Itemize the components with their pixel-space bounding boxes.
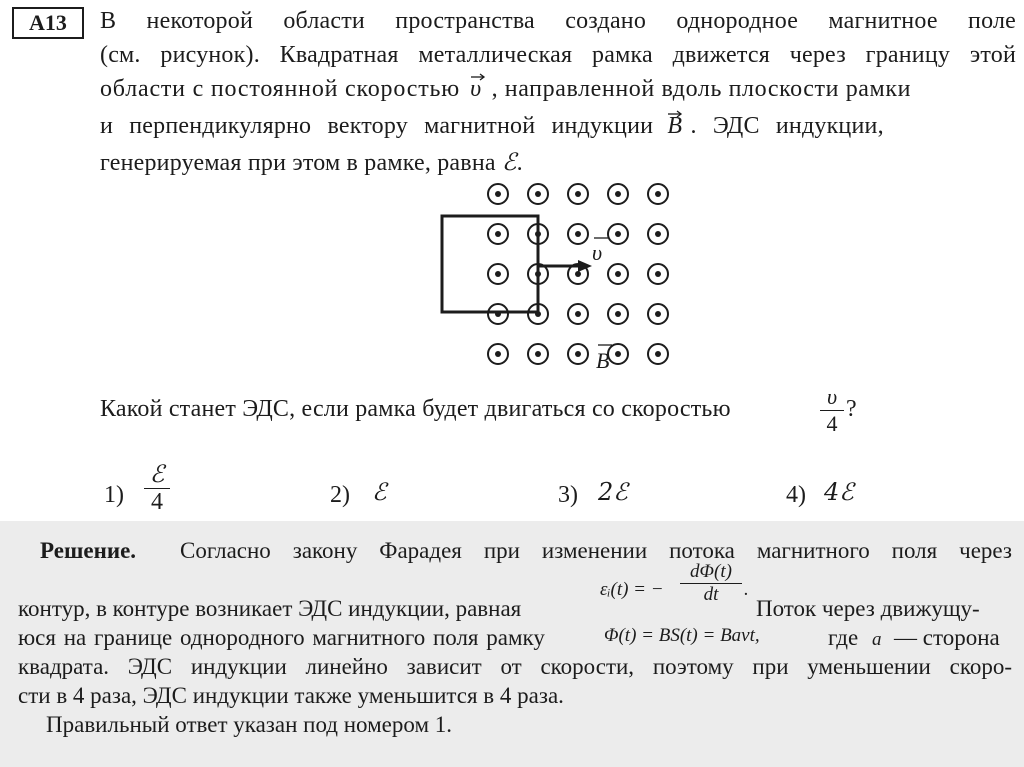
field-point-icon xyxy=(608,304,628,324)
magnetic-field-figure xyxy=(430,178,690,378)
solution-line-4: квадрата. ЭДС индукции линейно зависит от скорости, поэтому при уменьшении скоро- xyxy=(18,654,1012,679)
formula-flux: Φ(t) = BS(t) = Bavt, xyxy=(604,625,760,646)
field-points-grid xyxy=(488,184,668,364)
solution-panel xyxy=(0,521,1024,767)
problem-text-line-5a: генерируемая при этом в рамке, равна xyxy=(100,150,496,176)
solution-line-1: Согласно закону Фарадея при изменении потока магнитного поля через xyxy=(180,538,1012,563)
field-point-icon xyxy=(608,184,628,204)
field-point-icon xyxy=(608,224,628,244)
field-point-icon xyxy=(568,224,588,244)
formula-emf-denominator: dt xyxy=(680,583,742,606)
option-2-value: ℰ xyxy=(372,478,387,506)
option-2-number: 2) xyxy=(330,482,350,508)
field-point-icon xyxy=(648,344,668,364)
formula-emf-period: . xyxy=(744,579,749,600)
problem-text-line-3b: , направленной вдоль плоскости рамки xyxy=(491,76,912,102)
field-vector-symbol xyxy=(667,113,682,140)
problem-text-line-3a: области с постоянной скоростью xyxy=(100,76,460,102)
field-point-icon xyxy=(648,264,668,284)
field-point-icon xyxy=(568,304,588,324)
vector-arrow-icon xyxy=(667,109,683,119)
field-point-icon xyxy=(608,344,628,364)
field-point-icon xyxy=(648,224,668,244)
field-point-icon xyxy=(488,224,508,244)
option-3-value: 2ℰ xyxy=(598,478,628,506)
velocity-label: υ xyxy=(592,240,603,265)
vector-arrow-icon xyxy=(470,72,486,82)
solution-heading-line xyxy=(40,538,136,564)
option-1-number: 1) xyxy=(104,482,124,508)
formula-emf-fraction xyxy=(680,561,742,606)
solution-line-2: контур, в контуре возникает ЭДС индукции, равная xyxy=(18,596,522,621)
field-point-icon xyxy=(608,264,628,284)
field-point-icon xyxy=(488,304,508,324)
problem-text-line-5 xyxy=(100,148,523,177)
problem-number-badge: A13 xyxy=(12,7,84,39)
field-point-icon xyxy=(568,184,588,204)
problem-text-line-4b: . ЭДС индукции, xyxy=(690,113,884,139)
field-point-icon xyxy=(488,184,508,204)
solution-line-2-end: Поток через движущу- xyxy=(756,596,980,621)
field-point-icon xyxy=(648,304,668,324)
option-3-number: 3) xyxy=(558,482,578,508)
velocity-symbol: υ xyxy=(470,76,482,102)
solution-line-5: сти в 4 раза, ЭДС индукции также уменьшится в 4 раза. xyxy=(18,683,564,708)
solution-line-3: юся на границе однородного магнитного поля рамку xyxy=(18,625,545,650)
field-point-icon xyxy=(528,344,548,364)
option-1-numerator: ℰ xyxy=(149,460,165,488)
option-4-value: 4ℰ xyxy=(824,478,854,506)
field-point-icon xyxy=(528,184,548,204)
problem-text-line-3 xyxy=(100,76,1016,103)
problem-text-line-4a: и перпендикулярно вектору магнитной индукции xyxy=(100,113,654,139)
field-label: B xyxy=(596,348,610,373)
question-mark: ? xyxy=(846,396,857,422)
problem-text-line-2: (см. рисунок). Квадратная металлическая рамка движется через границу этой xyxy=(100,42,1016,68)
field-point-icon xyxy=(568,344,588,364)
field-point-icon xyxy=(488,344,508,364)
formula-emf-lhs: εᵢ(t) = − xyxy=(600,579,664,600)
solution-line-3-mid: где xyxy=(828,625,859,650)
formula-emf-numerator: dΦ(t) xyxy=(690,561,732,582)
side-variable: a xyxy=(872,629,882,650)
field-point-icon xyxy=(648,184,668,204)
problem-text-line-4 xyxy=(100,113,1016,140)
solution-line-6: Правильный ответ указан под номером 1. xyxy=(46,712,452,737)
solution-heading: Решение. xyxy=(40,538,137,563)
solution-line-3-end: — сторона xyxy=(894,625,1000,650)
option-1-denominator: 4 xyxy=(144,488,170,516)
option-1-fraction xyxy=(144,460,170,516)
emf-period: . xyxy=(516,150,523,176)
field-point-icon xyxy=(488,264,508,284)
emf-symbol: ℰ xyxy=(501,148,517,176)
problem-text-line-1: В некоторой области пространства создано однородное магнитное поле xyxy=(100,8,1016,34)
velocity-vector-symbol xyxy=(470,76,481,103)
field-symbol: B xyxy=(667,113,683,139)
question-text: Какой станет ЭДС, если рамка будет двигаться со скоростью xyxy=(100,396,731,422)
question-fraction xyxy=(820,384,844,437)
option-4-number: 4) xyxy=(786,482,806,508)
question-fraction-denominator: 4 xyxy=(820,410,844,437)
question-fraction-numerator: υ xyxy=(826,384,838,409)
